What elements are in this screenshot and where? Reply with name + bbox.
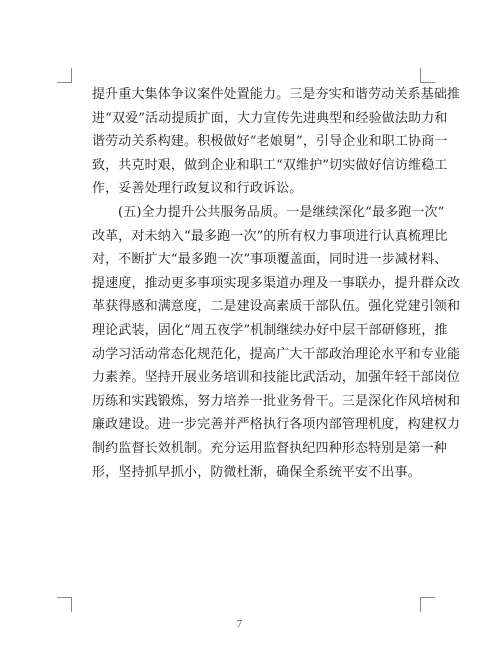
text-line: 动学习活动常态化规范化，提高广大干部政治理论水平和专业能 <box>92 346 461 362</box>
body-text <box>92 83 461 484</box>
crop-mark-top-right <box>420 68 435 83</box>
page-number: 7 <box>236 618 243 630</box>
text-line: 廉政建设。进一步完善并严格执行各项内部管理机度，构建权力 <box>92 417 461 433</box>
text-line: 革获得感和满意度，二是建设高素质干部队伍。强化党建引领和 <box>92 299 461 315</box>
text-line: 作，妥善处理行政复议和行政诉讼。 <box>92 181 303 197</box>
text-line: 提升重大集体争议案件处置能力。三是夯实和谐劳动关系基础推 <box>92 87 461 102</box>
crop-mark-top-left <box>57 68 72 83</box>
crop-mark-bottom-left <box>57 597 72 612</box>
text-line: 理论武装，固化“周五夜学”机制继续办好中层干部研修班，推 <box>92 322 448 338</box>
text-line: 力素养。坚持开展业务培训和技能比武活动，加强年轻干部岗位 <box>92 370 461 386</box>
text-line: 谐劳动关系构建。积极做好“老娘舅”，引导企业和职工协商一 <box>92 134 448 150</box>
text-line: 改革，对未纳入“最多跑一次”的所有权力事项进行认真梳理比 <box>92 228 448 244</box>
text-line: 形，坚持抓早抓小，防微杜渐，确保全系统平安不出事。 <box>92 464 421 480</box>
text-line: 制约监督长效机制。充分运用监督执纪四种形态特别是第一种 <box>92 440 448 456</box>
crop-mark-bottom-right <box>420 597 435 612</box>
text-line: 进“双爱”活动提质扩面，大力宣传先进典型和经验做法助力和 <box>92 110 448 126</box>
section-heading-line: (五)全力提升公共服务品质。一是继续深化“最多跑一次” <box>118 204 445 220</box>
text-line: 历练和实践锻炼，努力培养一批业务骨干。三是深化作风培树和 <box>92 393 461 409</box>
text-line: 提速度，推动更多事项实现多渠道办理及一事联办，提升群众改 <box>92 275 461 291</box>
text-line: 致，共克时艰，做到企业和职工“双维护”切实做好信访维稳工 <box>92 157 448 173</box>
text-line: 对，不断扩大“最多跑一次”事项覆盖面，同时进一步减材料、 <box>92 252 448 268</box>
